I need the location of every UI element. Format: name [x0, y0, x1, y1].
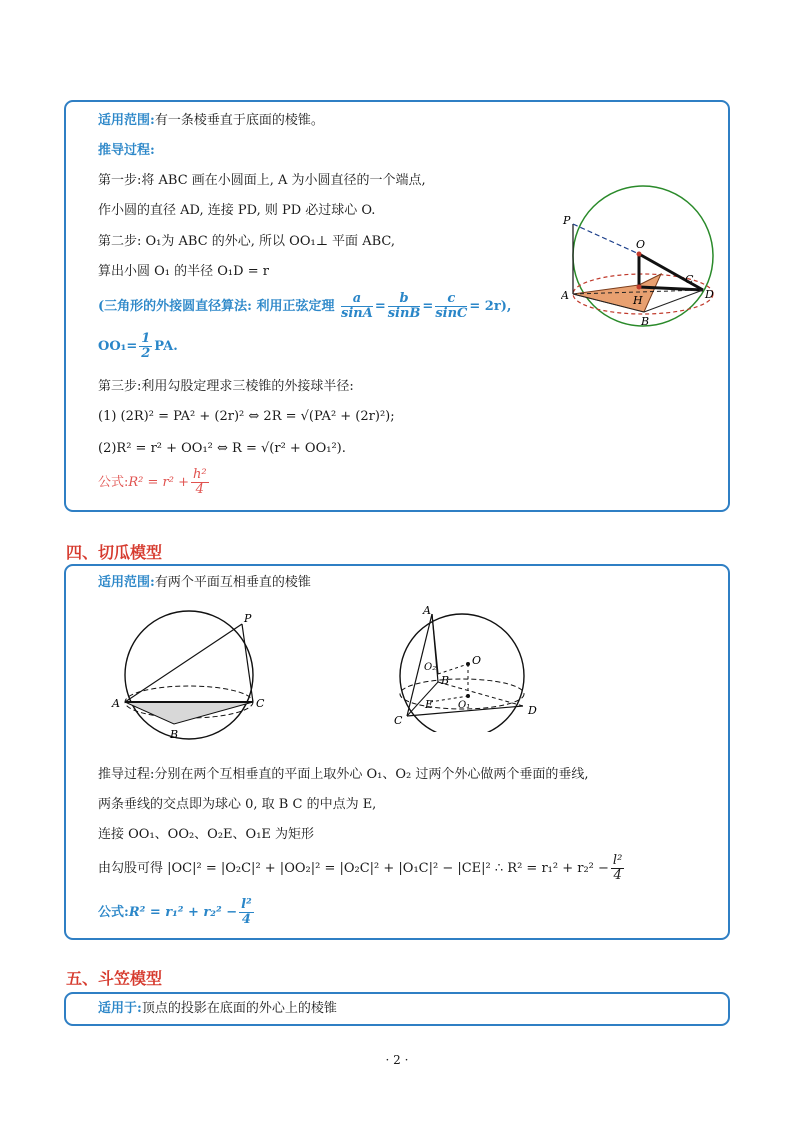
fig2-label-C: C — [256, 697, 265, 710]
scope-line — [98, 1000, 337, 1018]
section5-title: 五、斗笠模型 — [66, 969, 163, 988]
fig1-label-C: C — [685, 273, 694, 286]
fig2-label-P: P — [244, 612, 252, 625]
frac-den: 4 — [195, 482, 204, 497]
fig2-label-A: A — [112, 697, 120, 710]
oo1-prefix: OO₁= — [98, 339, 138, 354]
frac-num: c — [435, 292, 467, 307]
oo1-formula — [98, 332, 178, 362]
formula-label: 公式: — [98, 475, 129, 490]
step3-line: 第三步:利用勾股定理求三棱锥的外接球半径: — [98, 379, 354, 394]
fig3-label-O: O — [472, 654, 482, 667]
step1-line1: 第一步:将 ABC 画在小圆面上, A 为小圆直径的一个端点, — [98, 173, 426, 188]
frac-den: 4 — [613, 868, 622, 883]
frac-a-sinA — [341, 292, 373, 321]
derivation-line1: 推导过程:分别在两个互相垂直的平面上取外心 O₁、O₂ 过两个外心做两个垂面的垂线, — [98, 767, 589, 782]
fig3-label-E: E — [425, 698, 434, 711]
scope-line — [98, 112, 324, 130]
fig1-label-H: H — [633, 294, 643, 307]
equation-1: (1) (2R)² = PA² + (2r)² ⇔ 2R = √(PA² + (2r)²); — [98, 409, 395, 424]
fig3-label-O2: O₂ — [424, 662, 437, 673]
box-triangular-model — [64, 100, 730, 512]
sphere-figure-2 — [106, 604, 276, 746]
frac-den: sinC — [435, 306, 468, 321]
frac-num: l² — [612, 853, 623, 868]
scope-label: 适用范围: — [98, 575, 155, 590]
frac-l2-4 — [239, 898, 254, 927]
frac-num: h² — [193, 467, 207, 482]
fig3-label-D: D — [528, 704, 537, 717]
box-hat-model — [64, 992, 730, 1026]
fig1-label-O: O — [636, 238, 646, 251]
fig1-label-A: A — [561, 289, 569, 302]
scope-label: 适用范围: — [98, 113, 155, 128]
frac-num: a — [341, 292, 373, 307]
scope-text: 有两个平面互相垂直的棱锥 — [154, 575, 311, 590]
pythag-text: 由勾股可得 |OC|² = |O₂C|² + |OO₂|² = |O₂C|² + |O₁C|² − |CE|² ∴ R² = r₁² + r₂² − — [98, 861, 609, 876]
oo1-suffix: PA. — [154, 339, 178, 354]
sine-law-prefix: (三角形的外接圆直径算法: 利用正弦定理 — [98, 299, 335, 314]
frac-den: sinB — [387, 306, 421, 321]
frac-b-sinB — [388, 292, 421, 321]
step2-line1: 第二步: O₁为 ABC 的外心, 所以 OO₁⊥ 平面 ABC, — [98, 234, 395, 249]
equation-2: (2)R² = r² + OO₁² ⇔ R = √(r² + OO₁²). — [98, 441, 346, 456]
derivation-line2: 两条垂线的交点即为球心 0, 取 B C 的中点为 E, — [98, 797, 377, 812]
frac-num: b — [388, 292, 421, 307]
scope-text: 有一条棱垂直于底面的棱锥。 — [154, 113, 324, 128]
box-melon-model — [64, 564, 730, 940]
section4-title: 四、切瓜模型 — [66, 543, 163, 562]
formula-text: R² = r² + — [128, 475, 189, 490]
scope-text: 顶点的投影在底面的外心上的棱锥 — [141, 1001, 337, 1016]
fig3-label-B: B — [441, 674, 450, 687]
derivation-line3: 连接 OO₁、OO₂、O₂E、O₁E 为矩形 — [98, 827, 315, 842]
formula-line — [98, 898, 256, 928]
frac-one-half — [139, 332, 152, 361]
formula-label: 公式: — [98, 905, 129, 920]
fig1-label-B: B — [641, 315, 650, 328]
frac-h2-4 — [191, 468, 209, 497]
fig3-label-A: A — [423, 604, 431, 617]
step2-line2: 算出小圆 O₁ 的半径 O₁D = r — [98, 264, 269, 279]
frac-num: 1 — [141, 331, 151, 346]
sphere-figure-1 — [561, 182, 731, 332]
fig1-label-P: P — [563, 214, 571, 227]
pythagoras-line — [98, 854, 626, 884]
fig1-label-D: D — [705, 288, 714, 301]
formula-text: R² = r₁² + r₂² − — [128, 905, 238, 920]
fig2-label-B: B — [170, 728, 179, 741]
sine-law-line — [98, 292, 511, 322]
frac-c-sinC — [435, 292, 467, 321]
frac-den: 4 — [241, 912, 251, 927]
page-number: · 2 · — [385, 1053, 409, 1067]
frac-den: 2 — [141, 346, 151, 361]
eq-sign: = — [374, 299, 386, 314]
eq-sign: = — [422, 299, 434, 314]
frac-num: l² — [241, 897, 252, 912]
fig3-label-O1: O₁ — [458, 700, 471, 711]
fig3-label-C: C — [394, 714, 403, 727]
step1-line2: 作小圆的直径 AD, 连接 PD, 则 PD 必过球心 O. — [98, 203, 376, 218]
scope-line — [98, 574, 311, 592]
derivation-label: 推导过程: — [98, 143, 155, 158]
formula-line — [98, 468, 211, 498]
scope-label: 适用于: — [98, 1001, 142, 1016]
frac-l2-4 — [611, 854, 624, 883]
sphere-figure-3 — [390, 602, 550, 732]
sine-law-suffix: = 2r), — [469, 299, 512, 314]
frac-den: sinA — [341, 306, 373, 321]
